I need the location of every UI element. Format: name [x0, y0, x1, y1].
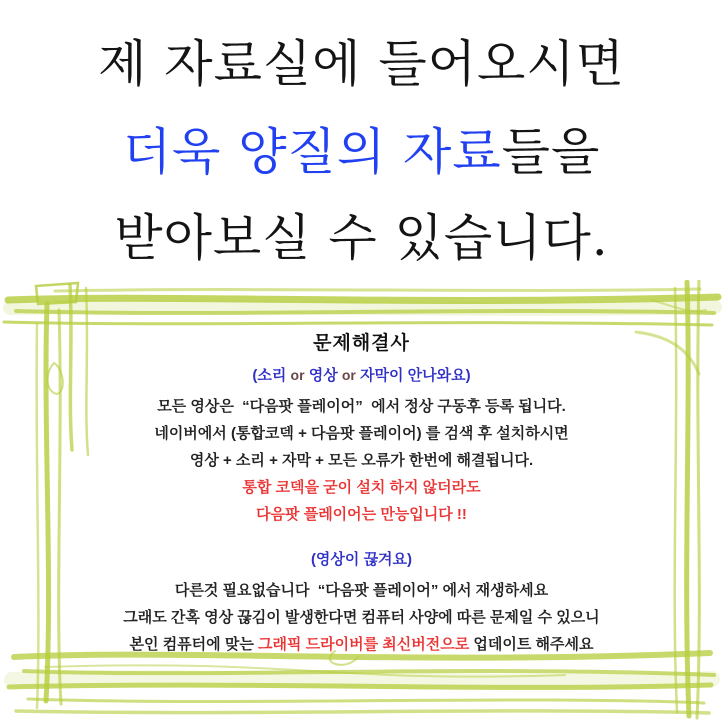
header-line-2-rest: 들을 [501, 123, 601, 181]
section1-heading-part3: 자막이 안나와요) [355, 367, 471, 384]
notice-title: 문제해결사 [313, 333, 410, 354]
section2-line3-post: 업데이트 해주세요 [469, 636, 594, 653]
section2-line1: 다른것 필요없습니다 “다음팟 플레이어” 에서 재생하세요 [174, 582, 549, 599]
section1-heading-part2: 영상 [304, 367, 342, 384]
header-line-1: 제 자료실에 들어오시면 [98, 35, 625, 93]
section1-heading [35, 364, 688, 387]
section2-heading: (영상이 끊겨요) [310, 551, 413, 568]
header-line-3: 받아보실 수 있습니다. [114, 209, 609, 267]
notice-box [0, 280, 723, 720]
section1-line2: 네이버에서 (통합코덱 + 다음팟 플레이어) 를 검색 후 설치하시면 [154, 425, 569, 442]
section1-line1: 모든 영상은 “다음팟 플레이어” 에서 정상 구동후 등록 됩니다. [157, 398, 566, 415]
notice-content [35, 332, 688, 658]
section1-heading-or1: or [290, 367, 305, 383]
header-message [0, 0, 723, 280]
section2-line3 [35, 631, 688, 658]
section1-red-line1: 통합 코덱을 굳이 설치 하지 않더라도 [242, 479, 481, 496]
section2 [35, 549, 688, 658]
section2-line2: 그래도 간혹 영상 끊김이 발생한다면 컴퓨터 사양에 따른 문제일 수 있으니 [123, 609, 600, 626]
section1-heading-part1: (소리 [252, 367, 291, 384]
section2-line3-pre: 본인 컴퓨터에 맞는 [129, 636, 258, 653]
header-line-2-highlight: 더욱 양질의 자료 [122, 123, 502, 181]
section1-line3: 영상 + 소리 + 자막 + 모든 오류가 한번에 해결됩니다. [189, 452, 534, 469]
header-line-2 [0, 112, 723, 184]
section2-line3-highlight: 그래픽 드라이버를 최신버전으로 [257, 636, 470, 653]
section1-red-line2: 다음팟 플레이어는 만능입니다 !! [256, 506, 467, 523]
section1-heading-or2: or [341, 367, 356, 383]
